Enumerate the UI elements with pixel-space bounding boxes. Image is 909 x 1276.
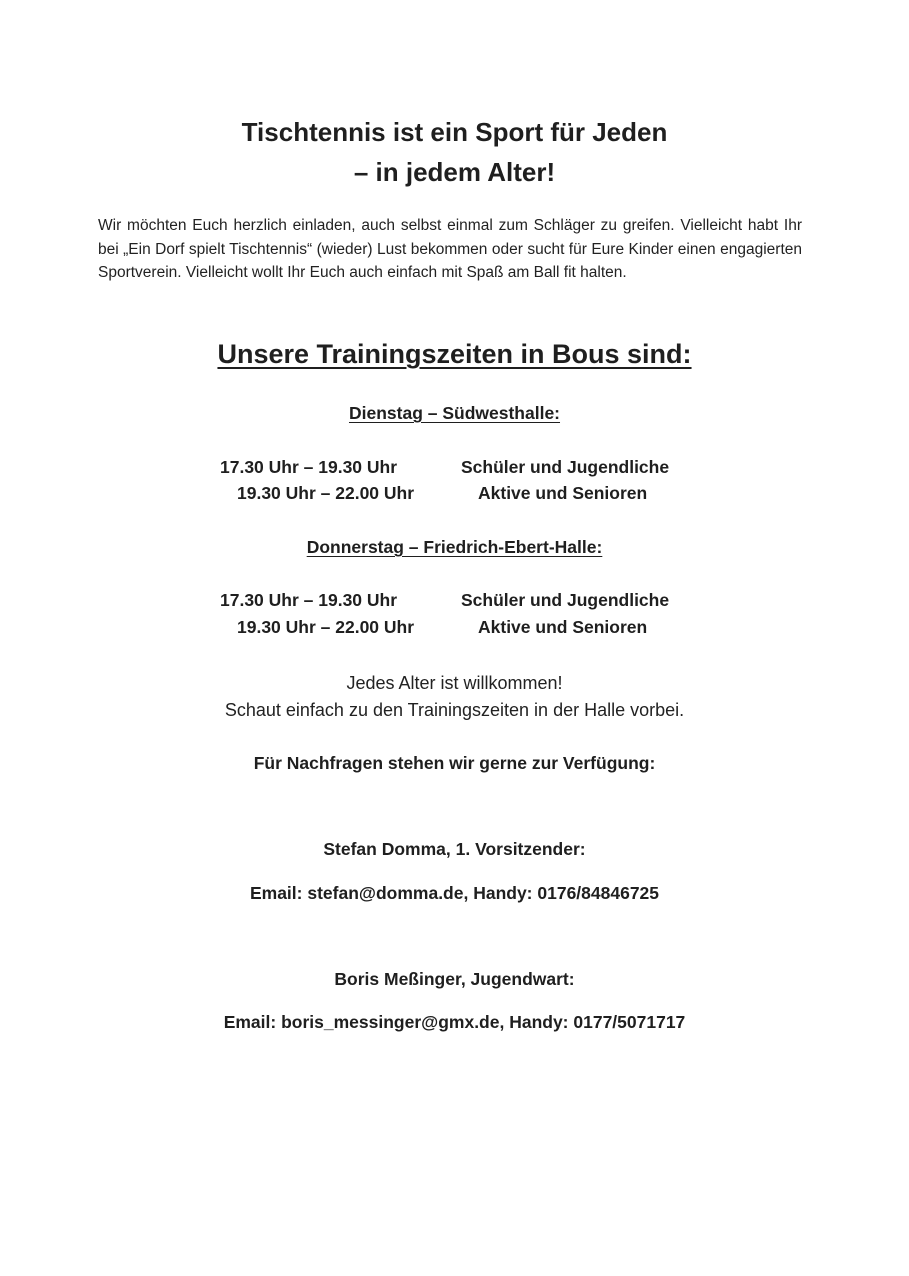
tuesday-heading-text: Dienstag – Südwesthalle: (348, 403, 561, 423)
tuesday-slot-1-time: 17.30 Uhr – 19.30 Uhr (220, 457, 398, 477)
welcome-line-1: Jedes Alter ist willkommen! (346, 673, 563, 693)
contact-intro: Für Nachfragen stehen wir gerne zur Verfügung: (253, 753, 656, 773)
contact-1-name: Stefan Domma, 1. Vorsitzender: (323, 839, 586, 859)
schedule-heading-text: Unsere Trainingszeiten in Bous sind: (217, 339, 692, 369)
thursday-slot-1-time: 17.30 Uhr – 19.30 Uhr (220, 590, 398, 610)
tuesday-slot-2-time: 19.30 Uhr – 22.00 Uhr (237, 483, 415, 503)
welcome-line-2: Schaut einfach zu den Trainingszeiten in der Halle vorbei. (224, 700, 685, 720)
thursday-slot-1-group: Schüler und Jugendliche (461, 590, 670, 610)
thursday-slot-2-group: Aktive und Senioren (478, 617, 648, 637)
title-line-1: Tischtennis ist ein Sport für Jeden (241, 117, 668, 147)
intro-paragraph: Wir möchten Euch herzlich einladen, auch selbst einmal zum Schläger zu greifen. Vielleicht habt Ihr bei „Ein Dorf spielt Tischtennis“ (wieder) Lust bekommen oder sucht für Eure Kinder einen engagierten Sportverein. Vielleicht wollt Ihr Euch auch einfach mit Spaß am Ball fit halten. (98, 217, 802, 281)
thursday-heading-text: Donnerstag – Friedrich-Ebert-Halle: (306, 537, 603, 557)
page-title (0, 112, 909, 192)
contact-2-details: Email: boris_messinger@gmx.de, Handy: 0177/5071717 (223, 1012, 686, 1032)
contact-2-name: Boris Meßinger, Jugendwart: (334, 969, 575, 989)
schedule-heading (0, 336, 909, 372)
title-line-2: – in jedem Alter! (353, 157, 556, 187)
tuesday-slot-1-group: Schüler und Jugendliche (461, 457, 670, 477)
contact-1-details: Email: stefan@domma.de, Handy: 0176/84846725 (249, 883, 660, 903)
thursday-slot-2-time: 19.30 Uhr – 22.00 Uhr (237, 617, 415, 637)
thursday-heading (0, 535, 909, 559)
tuesday-heading (0, 401, 909, 425)
tuesday-slot-2-group: Aktive und Senioren (478, 483, 648, 503)
